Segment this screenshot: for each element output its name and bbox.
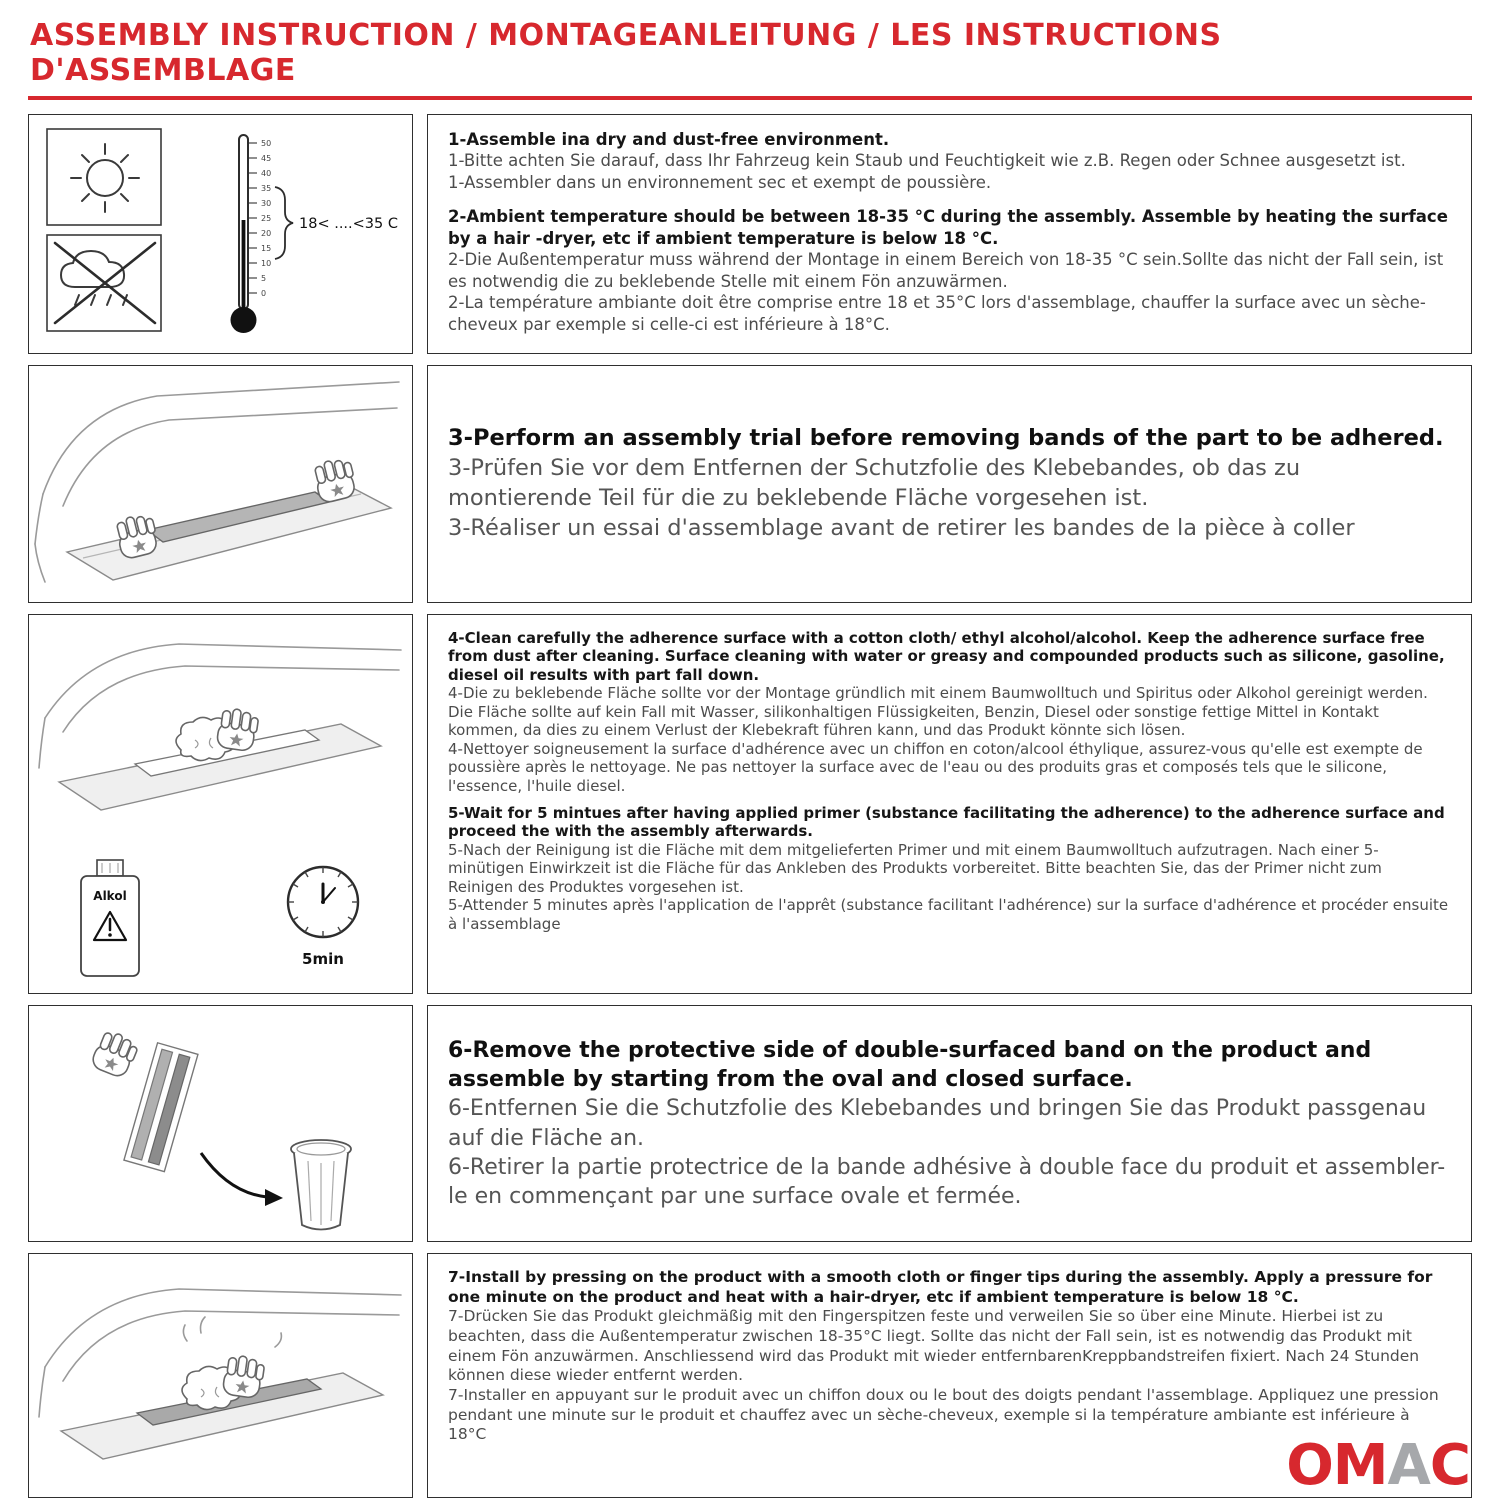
step-7-de: 7-Drücken Sie das Produkt gleichmäßig mit den Fingerspitzen feste und verweilen Sie so über eine Minute. Hierbei ist zu beachten, dass die Außentemperatur zwischen 18-35°C liegt. Sollte das nicht der Fall sein, ist es notwendig das Produkt mit einem Fön anzuwärmen. Anschliessend wird das Produkt mit wieder entfernbarenKreppbandstreifen fixiert. Nach 24 Stunden können diese wieder entfernt werden.: [448, 1307, 1420, 1385]
step-1-de: 1-Bitte achten Sie darauf, dass Ihr Fahrzeug kein Staub und Feuchtigkeit wie z.B. Regen oder Schnee ausgesetzt ist.: [448, 151, 1406, 171]
step-5-de: 5-Nach der Reinigung ist die Fläche mit dem mitgelieferten Primer und mit einem Baumwolltuch aufzutragen. Nach einer 5-minütigen Einwirkzeit ist die Fläche für das Ankleben des Produkts vorbereitet. Bitte beachten Sie, das der Primer nicht zum Reinigen des Produktes vorgesehen ist.: [448, 840, 1382, 896]
logo-letters-om: OM: [1286, 1433, 1388, 1498]
thermometer-tick-label: 35: [261, 184, 272, 193]
illustration-remove-band: [28, 1005, 413, 1242]
step-5-fr: 5-Attender 5 minutes après l'application de l'apprêt (substance facilitant l'adhérence) sur la surface d'adhérence et procéder ensuite à l'assemblage: [448, 896, 1449, 933]
logo-letter-a: A: [1387, 1433, 1430, 1498]
hand-icon: [90, 1028, 140, 1079]
illustration-press-product: [28, 1253, 413, 1498]
step-1-en: 1-Assemble ina dry and dust-free environment.: [448, 130, 890, 149]
assembly-trial-drawing: [29, 366, 412, 602]
step-3-en: 3-Perform an assembly trial before removing bands of the part to be adhered.: [448, 425, 1444, 452]
step-7-fr: 7-Installer en appuyant sur le produit avec un chiffon doux ou le bout des doigts pendant l'assemblage. Appliquez une pression pendant une minute sur le produit et chauffez avec un sèche-cheveux, exemple si la température ambiante est inférieure à 18°C: [448, 1386, 1439, 1444]
step-4-5-text: [427, 614, 1472, 994]
illustration-environment-temperature: [28, 114, 413, 354]
thermometer-tick-label: 0: [261, 289, 267, 298]
step-3-de: 3-Prüfen Sie vor dem Entfernen der Schutzfolie des Klebebandes, ob das zu montierende Teil für die zu beklebende Fläche vorgesehen ist.: [448, 455, 1301, 511]
logo-letter-c: C: [1429, 1433, 1470, 1498]
thermometer-tick-label: 5: [261, 274, 267, 283]
step-6-text: [427, 1005, 1472, 1242]
step-1-2-text: [427, 114, 1472, 354]
step-2-fr: 2-La température ambiante doit être comprise entre 18 et 35°C lors d'assemblage, chauffer la surface avec un sèche-cheveux par exemple si celle-ci est inférieure à 18°C.: [448, 293, 1426, 334]
thermometer-tick-label: 50: [261, 139, 272, 148]
thermometer-icon: [231, 135, 398, 333]
paragraph-spacer: [448, 193, 1451, 206]
step-7-row: [28, 1253, 1472, 1498]
no-rain-icon: [47, 235, 161, 331]
thermometer-tick-label: 10: [261, 259, 272, 268]
environment-temperature-drawing: [29, 115, 412, 353]
step-4-de: 4-Die zu beklebende Fläche sollte vor der Montage gründlich mit einem Baumwolltuch und Spiritus oder Alkohol gereinigt werden. Die Fläche sollte auf kein Fall mit Wasser, silikonhaltigen Flüssigkeiten, Benzin, Diesel oder sonstige fettige Mittel in Kontakt kommen, da dies zu einem Verlust der Klebekraft führen kann, und das Produkt könnte sich lösen.: [448, 684, 1428, 740]
thermometer-tick-label: 30: [261, 199, 272, 208]
arrow-icon: [201, 1153, 267, 1197]
pressure-motion-lines: [183, 1317, 281, 1347]
trash-bin-icon: [291, 1140, 351, 1230]
step-4-en: 4-Clean carefully the adherence surface with a cotton cloth/ ethyl alcohol/alcohol. Keep the adherence surface free from dust after cleaning. Surface cleaning with water or greasy and compounded products such as silicone, gasoline, diesel oil results with part fall down.: [448, 629, 1445, 684]
step-3-row: [28, 365, 1472, 603]
remove-band-drawing: [29, 1007, 412, 1240]
step-2-de: 2-Die Außentemperatur muss während der Montage in einem Bereich von 18-35 °C sein.Sollte das nicht der Fall sein, ist es notwendig die zu beklebende Stelle mit einem Fön anzuwärmen.: [448, 250, 1444, 291]
illustration-cleaning-primer: [28, 614, 413, 994]
step-7-en: 7-Install by pressing on the product with a smooth cloth or finger tips during the assembly. Apply a pressure for one minute on the product and heat with a hair-dryer, etc if ambient temperature is below 18 °C.: [448, 1268, 1433, 1306]
clock-icon: [288, 867, 358, 968]
thermometer-tick-label: 20: [261, 229, 272, 238]
wait-time-label: 5min: [302, 950, 344, 968]
temperature-range-label: 18< ....<35 C: [299, 216, 398, 232]
door-sill-surface: [67, 486, 391, 580]
thermometer-tick-label: 25: [261, 214, 272, 223]
thermometer-tick-label: 15: [261, 244, 272, 253]
title-underline: [28, 96, 1472, 100]
page-title: ASSEMBLY INSTRUCTION / MONTAGEANLEITUNG / LES INSTRUCTIONS D'ASSEMBLAGE: [30, 18, 1222, 88]
step-6-en: 6-Remove the protective side of double-surfaced band on the product and assemble by starting from the oval and closed surface.: [448, 1037, 1372, 1092]
alcohol-bottle-icon: [81, 860, 139, 976]
step-3-fr: 3-Réaliser un essai d'assemblage avant de retirer les bandes de la pièce à coller: [448, 514, 1355, 541]
alcohol-bottle-label: Alkol: [93, 889, 127, 903]
paragraph-spacer: [448, 795, 1451, 804]
step-4-fr: 4-Nettoyer soigneusement la surface d'adhérence avec un chiffon en coton/alcool éthylique, assurez-vous qu'elle est exempte de poussière après le nettoyage. Ne pas nettoyer la surface avec de l'eau ou des produits gras et composés tels que le silicone, l'essence, l'huile diesel.: [448, 739, 1423, 795]
sun-icon: [71, 144, 139, 212]
illustration-assembly-trial: [28, 365, 413, 603]
step-5-en: 5-Wait for 5 mintues after having applied primer (substance facilitating the adherence) to the adherence surface and proceed the with the assembly afterwards.: [448, 803, 1445, 841]
step-4-5-row: [28, 614, 1472, 994]
press-product-drawing: [29, 1255, 412, 1496]
step-6-fr: 6-Retirer la partie protectrice de la bande adhésive à double face du produit et assembler-le en commençant par une surface ovale et fermée.: [448, 1154, 1446, 1209]
adhesive-bands-icon: [124, 1043, 198, 1172]
step-3-text: [427, 365, 1472, 603]
sun-box: [47, 129, 161, 225]
step-2-en: 2-Ambient temperature should be between 18-35 °C during the assembly. Assemble by heating the surface by a hair -dryer, etc if ambient temperature is below 18 °C.: [448, 207, 1448, 248]
cleaning-primer-drawing: [29, 618, 412, 990]
range-brace: [275, 187, 293, 259]
step-6-row: [28, 1005, 1472, 1242]
thermometer-tick-label: 40: [261, 169, 272, 178]
step-1-fr: 1-Assembler dans un environnement sec et exempt de poussière.: [448, 172, 992, 192]
step-1-2-row: [28, 114, 1472, 354]
step-6-de: 6-Entfernen Sie die Schutzfolie des Klebebandes und bringen Sie das Produkt passgenau auf die Fläche an.: [448, 1096, 1427, 1151]
omac-logo: [1286, 1433, 1470, 1498]
thermometer-tick-label: 45: [261, 154, 272, 163]
